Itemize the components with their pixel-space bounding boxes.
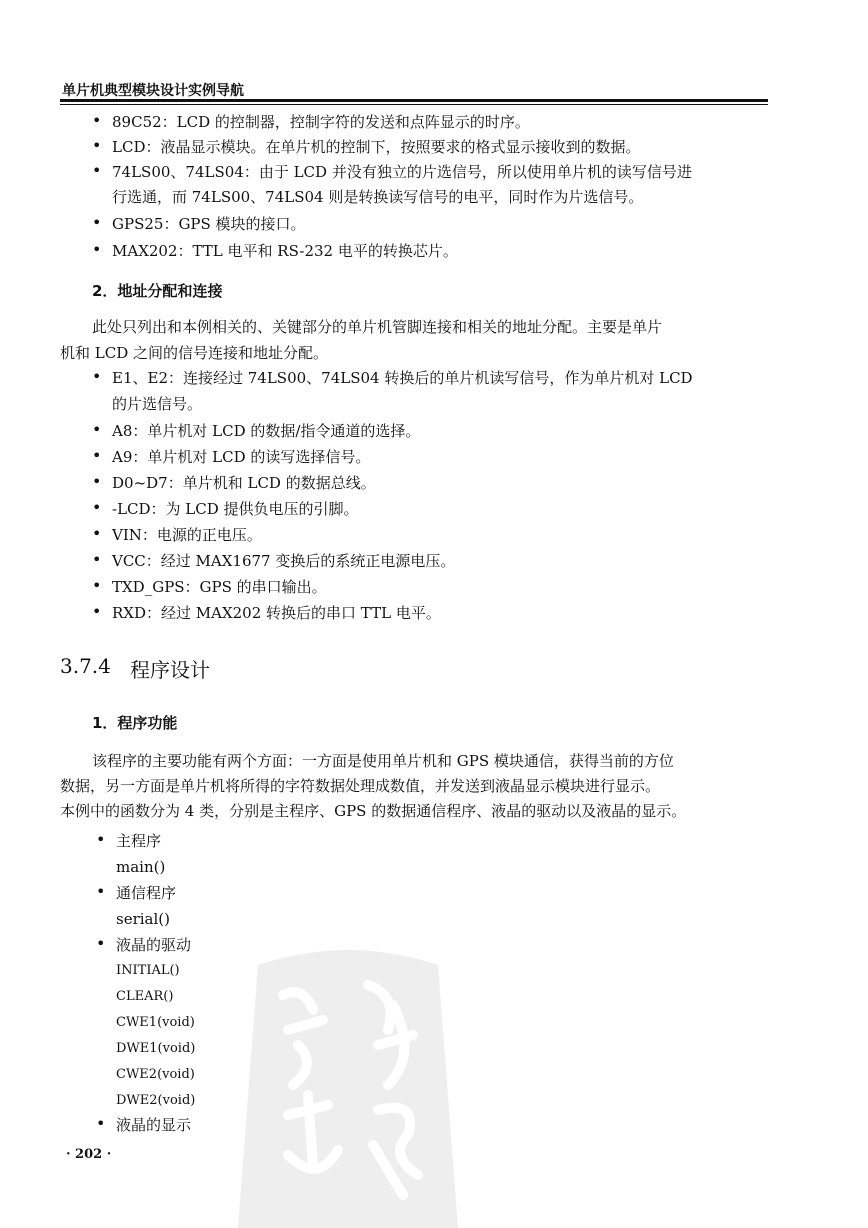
library-seal-watermark [228, 935, 468, 1228]
function-name: serial() [116, 910, 170, 928]
function-category: • 液晶的显示 [116, 1114, 191, 1136]
list-item: • TXD_GPS：GPS 的串口输出。 [112, 576, 327, 598]
function-name: CWE2(void) [116, 1067, 195, 1082]
section-number: 3.7.4 [60, 654, 111, 678]
paragraph-line: 此处只列出和本例相关的、关键部分的单片机管脚连接和相关的地址分配。主要是单片 [92, 318, 663, 336]
function-name: main() [116, 858, 166, 876]
function-category: • 主程序 [116, 830, 161, 852]
list-item: • A8：单片机对 LCD 的数据/指令通道的选择。 [112, 420, 420, 442]
list-item: • MAX202：TTL 电平和 RS-232 电平的转换芯片。 [112, 240, 458, 262]
header-rule [60, 99, 768, 102]
function-name: DWE1(void) [116, 1041, 196, 1056]
paragraph-line: 数据，另一方面是单片机将所得的字符数据处理成数值，并发送到液晶显示模块进行显示。 [60, 777, 661, 795]
function-category: • 液晶的驱动 [116, 934, 191, 956]
paragraph-line: 本例中的函数分为 4 类，分别是主程序、GPS 的数据通信程序、液晶的驱动以及液晶的显示。 [60, 802, 687, 820]
header-rule-thin [60, 104, 768, 105]
list-item-continuation: 行选通，而 74LS00、74LS04 则是转换读写信号的电平，同时作为片选信号。 [112, 188, 644, 206]
paragraph-line: 机和 LCD 之间的信号连接和地址分配。 [60, 344, 329, 362]
function-name: INITIAL() [116, 963, 180, 978]
list-item: • VCC：经过 MAX1677 变换后的系统正电源电压。 [112, 550, 455, 572]
list-item: • E1、E2：连接经过 74LS00、74LS04 转换后的单片机读写信号，作为单片机对 LCD [112, 367, 693, 389]
list-item: • RXD：经过 MAX202 转换后的串口 TTL 电平。 [112, 602, 441, 624]
running-header: 单片机典型模块设计实例导航 [62, 83, 244, 99]
list-item: • D0~D7：单片机和 LCD 的数据总线。 [112, 472, 376, 494]
function-name: CWE1(void) [116, 1015, 195, 1030]
list-item: • -LCD：为 LCD 提供负电压的引脚。 [112, 498, 359, 520]
list-item: • 89C52：LCD 的控制器，控制字符的发送和点阵显示的时序。 [112, 111, 530, 133]
page-number: · 202 · [66, 1147, 112, 1162]
section-title: 程序设计 [130, 658, 210, 682]
list-item: • GPS25：GPS 模块的接口。 [112, 213, 306, 235]
subheading-address: 2．地址分配和连接 [92, 282, 223, 300]
function-category: • 通信程序 [116, 882, 176, 904]
list-item: • VIN：电源的正电压。 [112, 524, 262, 546]
function-name: CLEAR() [116, 989, 174, 1004]
list-item: • A9：单片机对 LCD 的读写选择信号。 [112, 446, 370, 468]
function-name: DWE2(void) [116, 1093, 196, 1108]
list-item-continuation: 的片选信号。 [112, 395, 203, 413]
list-item: • LCD：液晶显示模块。在单片机的控制下，按照要求的格式显示接收到的数据。 [112, 136, 640, 158]
paragraph-line: 该程序的主要功能有两个方面：一方面是使用单片机和 GPS 模块通信，获得当前的方位 [92, 752, 674, 770]
subheading-program-function: 1．程序功能 [92, 714, 178, 732]
list-item: • 74LS00、74LS04：由于 LCD 并没有独立的片选信号，所以使用单片机的读写信号进 [112, 161, 692, 183]
